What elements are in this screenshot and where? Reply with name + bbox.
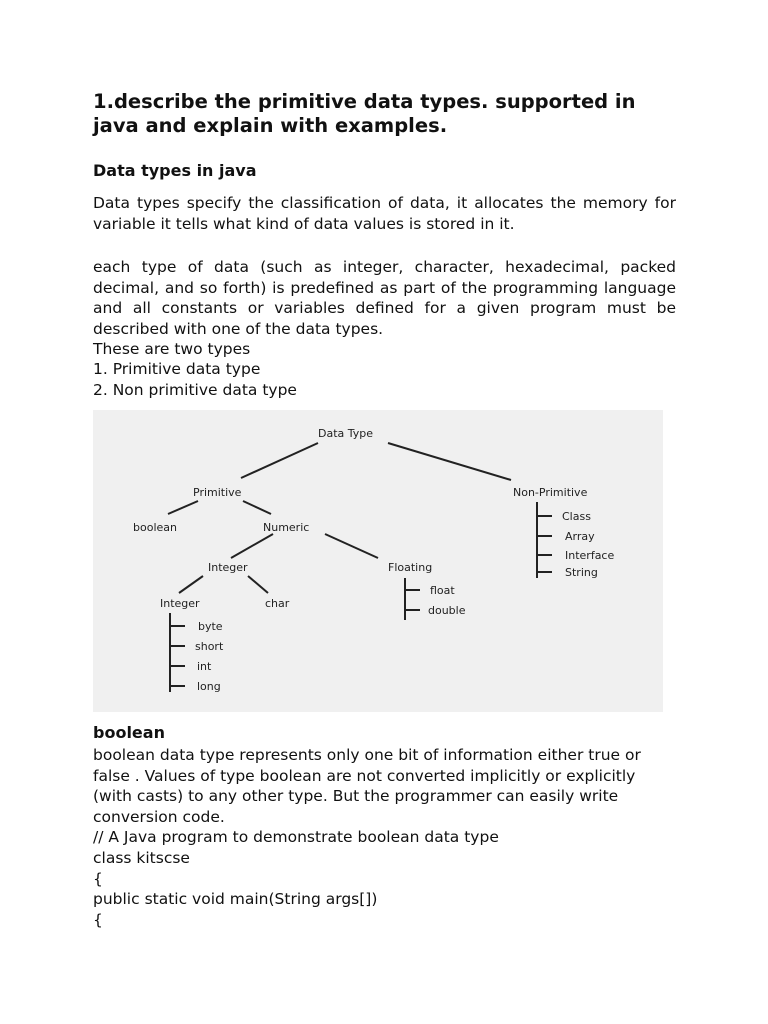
code-line: public static void main(String args[]) xyxy=(93,890,378,908)
edge-integer-char xyxy=(248,576,268,593)
edge-numeric-integer xyxy=(231,534,273,558)
section-heading-data-types: Data types in java xyxy=(93,161,257,180)
leaf-interface: Interface xyxy=(565,549,615,562)
node-floating: Floating xyxy=(388,561,433,574)
node-non-primitive: Non-Primitive xyxy=(513,486,588,499)
leaf-array: Array xyxy=(565,530,595,543)
node-primitive: Primitive xyxy=(193,486,242,499)
node-boolean: boolean xyxy=(133,521,177,534)
paragraph-definition: Data types specify the classification of data, it allocates the memory for variable it tells what kind of data values is stored in it. xyxy=(93,194,676,233)
data-type-hierarchy-diagram xyxy=(93,410,663,712)
leaf-int: int xyxy=(197,660,212,673)
question-heading: 1.describe the primitive data types. supported in java and explain with examples. xyxy=(93,90,636,137)
edge-root-nonprimitive xyxy=(388,443,511,480)
leaf-double: double xyxy=(428,604,466,617)
leaf-short: short xyxy=(195,640,224,653)
leaf-float: float xyxy=(430,584,455,597)
diagram-svg xyxy=(93,410,663,712)
edge-numeric-floating xyxy=(325,534,378,558)
edge-primitive-numeric xyxy=(243,501,271,514)
edge-primitive-boolean xyxy=(168,501,198,514)
node-char: char xyxy=(265,597,290,610)
types-list-item: 2. Non primitive data type xyxy=(93,381,297,399)
paragraph-boolean: boolean data type represents only one bit of information either true or false . Values of type boolean are not converted implicitly or explicitly (with casts) to any other type. But the programmer can easily write conversion code. xyxy=(93,746,641,826)
leaf-class: Class xyxy=(562,510,591,523)
node-numeric: Numeric xyxy=(263,521,310,534)
types-list-item: 1. Primitive data type xyxy=(93,360,261,378)
code-line: // A Java program to demonstrate boolean data type xyxy=(93,828,499,846)
node-data-type: Data Type xyxy=(318,427,374,440)
node-integer: Integer xyxy=(208,561,248,574)
section-heading-boolean: boolean xyxy=(93,723,165,742)
node-integer-sub: Integer xyxy=(160,597,200,610)
leaf-byte: byte xyxy=(198,620,223,633)
code-line: class kitscse xyxy=(93,849,190,867)
code-line: { xyxy=(93,911,103,929)
leaf-long: long xyxy=(197,680,221,693)
types-intro: These are two types xyxy=(93,340,251,358)
paragraph-types-explanation: each type of data (such as integer, character, hexadecimal, packed decimal, and so forth) is predefined as part of the programming language and all constants or variables defined for a given program must be described with one of the data types. xyxy=(93,258,676,338)
leaf-string: String xyxy=(565,566,598,579)
edge-integer-integersub xyxy=(179,576,203,593)
code-line: { xyxy=(93,870,103,888)
edge-root-primitive xyxy=(241,443,318,478)
